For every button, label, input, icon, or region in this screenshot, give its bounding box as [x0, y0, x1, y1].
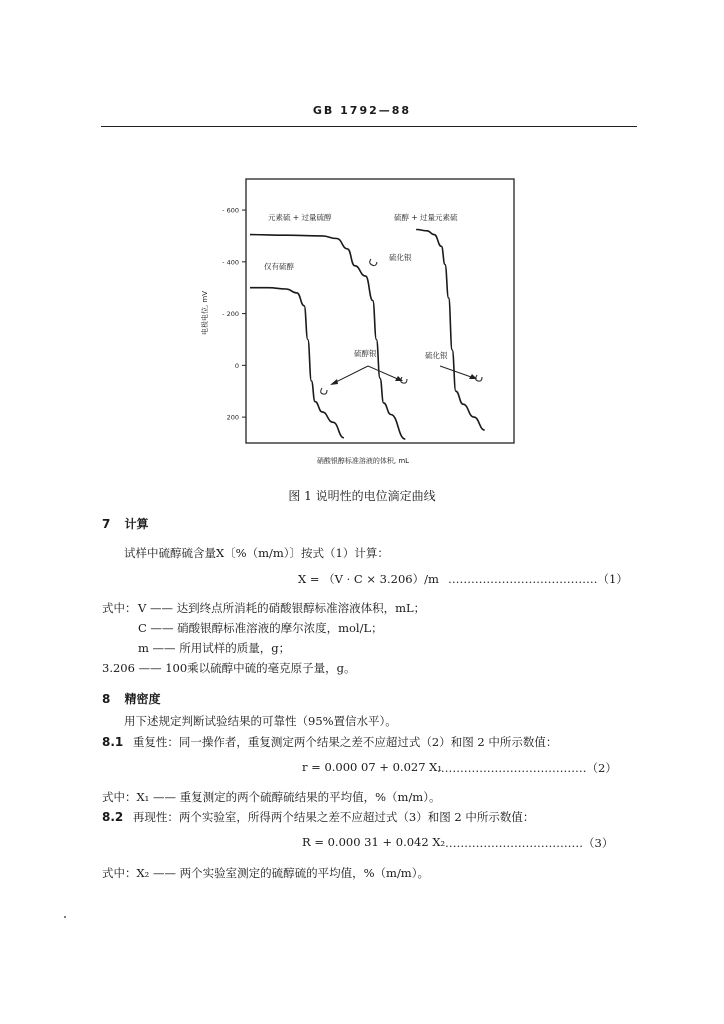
- endpoint-hooks: [321, 259, 482, 394]
- eqno-2: …………………………………（2）: [437, 761, 617, 775]
- arrow-sulfide-right: [440, 366, 474, 378]
- definition-x1: 式中：X₁ —— 重复测定的两个硫醇硫结果的平均值，%（m/m）。: [102, 790, 441, 804]
- formula-1: X = （V · C × 3.206）/m: [298, 572, 439, 586]
- annotation-silver-sulfide-1: 硫化银: [389, 253, 412, 262]
- titration-chart: [180, 168, 520, 468]
- annotation-silver-sulfide-2: 硫化银: [425, 351, 448, 360]
- definition-v: V —— 达到终点所消耗的硝酸银醇标准溶液体积，mL；: [138, 601, 426, 615]
- y-axis-ticks: [222, 207, 246, 422]
- series-line-1: [250, 288, 344, 438]
- series-label-only-thiol: 仅有硫醇: [264, 262, 294, 271]
- clause-8-1: [102, 734, 557, 750]
- clause-8-2-text: 再现性：两个实验室，所得两个结果之差不应超过式（3）和图 2 中所示数值：: [132, 810, 535, 824]
- clause-8-2-label: 8.2: [102, 810, 124, 824]
- x-axis-label: 硝酸银醇标准溶液的体积, mL: [316, 457, 410, 465]
- eqno-3: ………………………………（3）: [445, 836, 614, 850]
- annotation-silver-thiolate: 硫醇银: [354, 349, 377, 358]
- clause-8-1-label: 8.1: [102, 735, 124, 749]
- annotation-arrows: [332, 366, 474, 384]
- header-rule: [101, 126, 637, 127]
- definition-constant: 3.206 —— 100乘以硫醇中硫的毫克原子量，g。: [102, 661, 356, 675]
- eqno-1: …………………………………（1）: [448, 572, 628, 586]
- scan-speck: [64, 916, 66, 918]
- definition-m: m —— 所用试样的质量，g；: [138, 641, 291, 655]
- section-7-intro: 试样中硫醇硫含量X〔%（m/m）〕按式（1）计算：: [124, 546, 389, 560]
- series-lines: [250, 230, 485, 440]
- section-7-title: 计算: [124, 517, 149, 531]
- figure-caption: 图 1 说明性的电位滴定曲线: [288, 489, 436, 503]
- series-line-3: [416, 230, 485, 431]
- arrow-head-left: [330, 379, 338, 385]
- hook-sulfide: [370, 259, 377, 266]
- y-tick-label: - 400: [222, 258, 239, 267]
- formula-3: R = 0.000 31 + 0.042 X₂: [302, 835, 446, 849]
- series-label-sulfur-plus-thiol: 元素硫 + 过量硫醇: [268, 213, 332, 222]
- section-7-number: 7: [102, 517, 111, 531]
- series-label-thiol-plus-sulfur: 硫醇 + 过量元素硫: [394, 213, 458, 222]
- formula-2: r = 0.000 07 + 0.027 X₁: [302, 760, 442, 774]
- section-8-number: 8: [102, 692, 111, 706]
- section-8-heading: [102, 690, 161, 707]
- clause-8-2: [102, 809, 534, 825]
- definition-x2: 式中：X₂ —— 两个实验室测定的硫醇硫的平均值，%（m/m）。: [102, 866, 429, 880]
- y-axis-label: 电极电位, mV: [201, 290, 209, 336]
- section-7-heading: [102, 515, 149, 532]
- arrow-thiolate-right: [368, 366, 400, 380]
- definition-c: C —— 硝酸银醇标准溶液的摩尔浓度，mol/L；: [138, 621, 383, 635]
- y-tick-label: - 200: [222, 310, 239, 319]
- where-prefix: 式中：: [102, 601, 137, 615]
- hook-thiol-1: [321, 388, 327, 394]
- section-8-title: 精密度: [124, 692, 161, 706]
- hook-thiol-3: [476, 375, 482, 381]
- y-tick-label: 0: [234, 361, 239, 370]
- standard-code: GB 1792—88: [312, 104, 412, 117]
- y-tick-label: - 600: [222, 206, 239, 215]
- clause-8-1-text: 重复性：同一操作者，重复测定两个结果之差不应超过式（2）和图 2 中所示数值：: [132, 735, 558, 749]
- y-tick-label: 200: [226, 413, 239, 422]
- section-8-intro: 用下述规定判断试验结果的可靠性（95%置信水平）。: [124, 714, 397, 728]
